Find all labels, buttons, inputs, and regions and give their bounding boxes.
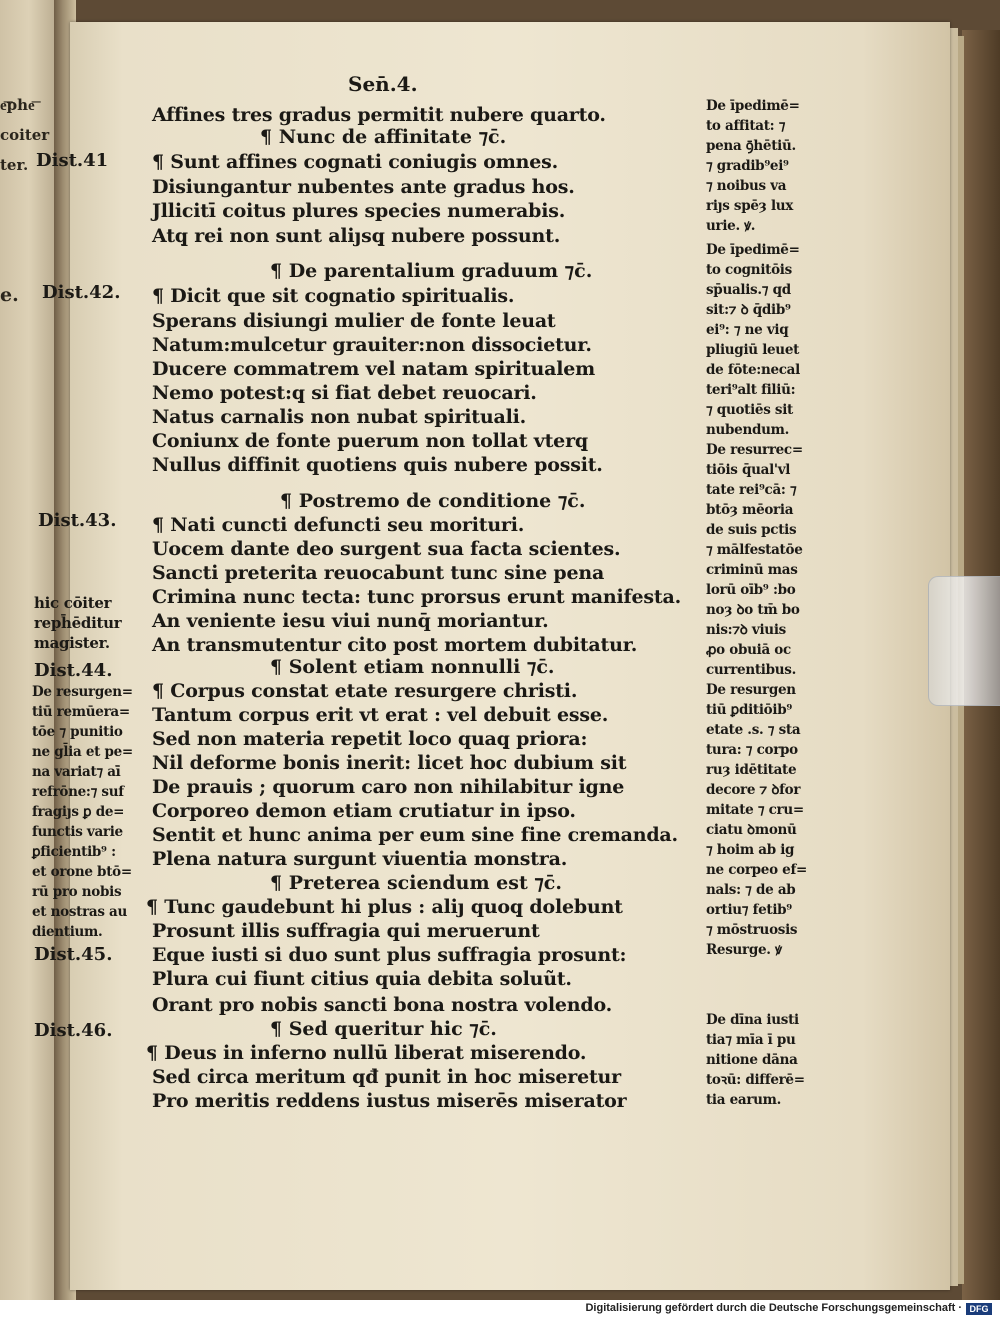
text-line: Sed non materia repetit loco quaq̧ priora: — [152, 728, 588, 750]
text-line: An transmutentur cito post mortem dubitatur. — [152, 634, 638, 656]
margin-note-left: tōe ⁊ punitio — [32, 724, 123, 740]
margin-note-right: ⁊ hoim ab ig — [706, 842, 795, 858]
funding-credit: Digitalisierung gefördert durch die Deutsche Forschungsgemeinschaft · — [585, 1302, 962, 1314]
margin-note-right: currentibus. — [706, 662, 796, 678]
text-line: Nemo potest:q̧ si fiat debet reuocari. — [152, 382, 537, 404]
dist-label: Dist.43. — [38, 510, 117, 531]
text-line: Plura cui fiunt citius quia debita soluũt. — [152, 968, 572, 990]
margin-note-right: tia earum. — [706, 1092, 782, 1108]
margin-note-right: mitate ⁊ cru= — [706, 802, 804, 818]
margin-note-right: ei⁹: ⁊ ne viq̧ — [706, 322, 789, 338]
margin-note-right: pliugiū leuet — [706, 342, 800, 358]
text-line: Coniunx de fonte puerum non tollat vterq̧ — [152, 430, 588, 452]
text-line: Eque iusti si duo sunt plus suffragia prosunt: — [152, 944, 627, 966]
text-line: Ducere commatrem vel natam spiritualem — [152, 358, 596, 380]
text-line: ¶ Sunt affines cognati coniugis omnes. — [152, 151, 559, 173]
margin-note-right: nitione dāna — [706, 1052, 798, 1068]
margin-note-right: ortiu⁊ fetib⁹ — [706, 902, 792, 918]
running-head: Sen̄.4. — [348, 72, 418, 96]
margin-note-right: noȝ ꝺo tm̄ bo — [706, 602, 800, 618]
margin-note-left: ꝑficientib⁹ : — [32, 844, 116, 860]
text-line: ¶ Deus in inferno nullū liberat miserendo. — [146, 1042, 587, 1064]
text-line: ¶ Nati cuncti defuncti seu morituri. — [152, 514, 525, 536]
margin-note-right: ⁊ mōstruosis — [706, 922, 798, 938]
text-line: Sperans disiungi mulier de fonte leuat — [152, 310, 556, 332]
left-page-fragment: ter. — [0, 156, 29, 174]
margin-note-left: fragiȷs ꝑ de= — [32, 804, 125, 820]
section-heading: ¶ Sed queritur hic ⁊c̄. — [270, 1018, 497, 1040]
margin-note-left: ne gl̄ia et pe= — [32, 744, 133, 760]
text-line: Jllicitī coitus plures species numerabis. — [152, 200, 566, 222]
margin-note-right: btōȝ mēoria — [706, 502, 794, 518]
text-line: Prosunt illis suffragia qui meruerunt — [152, 920, 540, 942]
text-line: Pro meritis reddens iustus miserēs miserator — [152, 1090, 627, 1112]
margin-note-left: tiū remūera= — [32, 704, 130, 720]
dist-label: Dist.45. — [34, 944, 113, 965]
margin-note-right: riȷs spēȝ lux — [706, 198, 794, 214]
margin-note-right: ciatu ꝺmonū — [706, 822, 797, 838]
margin-note-right: De resurgen — [706, 682, 796, 698]
page-clip — [928, 576, 1000, 706]
margin-note-right: nals: ⁊ de ab — [706, 882, 796, 898]
margin-note-right: tia⁊ mīa ī pu — [706, 1032, 796, 1048]
margin-note-right: De īpedimē= — [706, 98, 800, 114]
margin-note-right: ꝓo obuiā oc — [706, 642, 791, 658]
margin-note-right: nis:⁊ꝺ viuis — [706, 622, 786, 638]
margin-note-right: de suis pctis — [706, 522, 797, 538]
margin-note-right: sit:⁊ ꝺ q̄dib⁹ — [706, 302, 791, 318]
dist-label: Dist.42. — [42, 282, 121, 303]
margin-note-left: rū pro nobis — [32, 884, 122, 900]
margin-note-right: to cognitōis — [706, 262, 792, 278]
margin-note-right: sp̄ualis.⁊ qd — [706, 282, 791, 298]
text-line: Orant pro nobis sancti bona nostra volendo. — [152, 994, 613, 1016]
text-line: Nullus diffinit quotiens quis nubere possit. — [152, 454, 603, 476]
text-line: Crimina nunc tecta: tunc prorsus erunt manifesta. — [152, 586, 682, 608]
margin-note-right: toꝛū: differē= — [706, 1072, 805, 1088]
section-heading: ¶ Nunc de affinitate ⁊c̄. — [260, 126, 507, 148]
text-line: ¶ Corpus constat etate resurgere christi. — [152, 680, 578, 702]
left-page-fragment: e. — [0, 284, 19, 306]
margin-note-right: etate .s. ⁊ sta — [706, 722, 801, 738]
dist-label: Dist.46. — [34, 1020, 113, 1041]
text-line: Sed circa meritum qđ punit in hoc miseretur — [152, 1066, 621, 1088]
text-line: Sancti preterita reuocabunt tunc sine pena — [152, 562, 605, 584]
text-line: De prauis ; quorum caro non nihilabitur igne — [152, 776, 625, 798]
margin-note-right: tiōis q̄ual'vl — [706, 462, 791, 478]
text-line: Nil deforme bonis inerit: licet hoc dubium sit — [152, 752, 627, 774]
section-heading: ¶ Solent etiam nonnulli ⁊c̄. — [270, 656, 555, 678]
text-line: Tantum corpus erit vt erat : vel debuit esse. — [152, 704, 609, 726]
margin-note-right: teri⁹alt filiū: — [706, 382, 796, 398]
margin-note-left: et orone btō= — [32, 864, 132, 880]
margin-note-right: tura: ⁊ corpo — [706, 742, 798, 758]
margin-note-right: urie. ꝟ. — [706, 218, 756, 234]
text-line: Uocem dante deo surgent sua facta scientes. — [152, 538, 621, 560]
margin-note-right: criminū mas — [706, 562, 798, 578]
text-line: ¶ Dicit que sit cognatio spiritualis. — [152, 285, 515, 307]
footer-bar — [0, 1300, 1000, 1318]
margin-note-left: dientium. — [32, 924, 103, 940]
section-heading: ¶ Preterea sciendum est ⁊c̄. — [270, 872, 562, 894]
margin-note-right: De dīna iusti — [706, 1012, 799, 1028]
margin-note-right: De īpedimē= — [706, 242, 800, 258]
margin-note-right: pena ꝯ̄hētiū. — [706, 138, 796, 154]
margin-note-right: nubendum. — [706, 422, 790, 438]
margin-note-right: ne corpeo ef= — [706, 862, 807, 878]
text-line: Disiungantur nubentes ante gradus hos. — [152, 176, 575, 198]
dist-label: Dist.41 — [36, 150, 109, 171]
margin-note-left: hic cōiter — [34, 594, 112, 612]
margin-note-right: ⁊ quotiēs sit — [706, 402, 793, 418]
margin-note-right: ruȝ idētitate — [706, 762, 797, 778]
dfg-logo: DFG — [966, 1303, 992, 1315]
text-line: An veniente iesu viui nunq̄ moriantur. — [152, 610, 549, 632]
margin-note-right: to affitat: ⁊ — [706, 118, 786, 134]
margin-note-left: magister. — [34, 634, 110, 652]
dist-label: Dist.44. — [34, 660, 113, 681]
margin-note-right: De resurrec= — [706, 442, 803, 458]
text-line: Atq̧ rei non sunt aliȷsq̧ nubere possunt. — [152, 225, 561, 247]
text-line: Corporeo demon etiam crutiatur in ipso. — [152, 800, 576, 822]
margin-note-left: De resurgen= — [32, 684, 133, 700]
margin-note-right: decore ⁊ ꝺfor — [706, 782, 801, 798]
margin-note-right: ⁊ mālfestatōe — [706, 542, 803, 558]
margin-note-right: de fōte:necal — [706, 362, 800, 378]
margin-note-left: refrōne:⁊ suf — [32, 784, 124, 800]
margin-note-right: lorū oīb⁹ :bo — [706, 582, 796, 598]
text-line: ¶ Tunc gaudebunt hi plus : aliȷ quoq̧ dolebunt — [146, 896, 623, 918]
margin-note-left: et nostras au — [32, 904, 128, 920]
margin-note-right: Resurge. ꝟ — [706, 942, 782, 958]
text-line: Affines tres gradus permitit nubere quarto. — [152, 104, 606, 126]
margin-note-right: ⁊ gradib⁹ei⁹ — [706, 158, 789, 174]
margin-note-right: tate rei⁹cā: ⁊ — [706, 482, 797, 498]
text-line: Natum:mulcetur grauiter:non dissocietur. — [152, 334, 592, 356]
left-page-fragment: coiter — [0, 126, 50, 144]
margin-note-right: ⁊ noibus va — [706, 178, 787, 194]
margin-note-left: na variat⁊ aī̄ — [32, 764, 121, 780]
section-heading: ¶ Postremo de conditione ⁊c̄. — [280, 490, 586, 512]
text-line: Plena natura surgunt viuentia monstra. — [152, 848, 568, 870]
text-line: Natus carnalis non nubat spirituali. — [152, 406, 527, 428]
section-heading: ¶ De parentalium graduum ⁊c̄. — [270, 260, 593, 282]
margin-note-left: reph̄ēditur — [34, 614, 122, 632]
printed-page — [32, 22, 950, 1290]
text-line: Sentit et hunc anima per eum sine fine cremanda. — [152, 824, 678, 846]
margin-note-left: functis varie — [32, 824, 123, 840]
left-page-fragment: e͞phe͞ — [0, 96, 35, 114]
margin-note-right: tiū ꝑditiōib⁹ — [706, 702, 792, 718]
